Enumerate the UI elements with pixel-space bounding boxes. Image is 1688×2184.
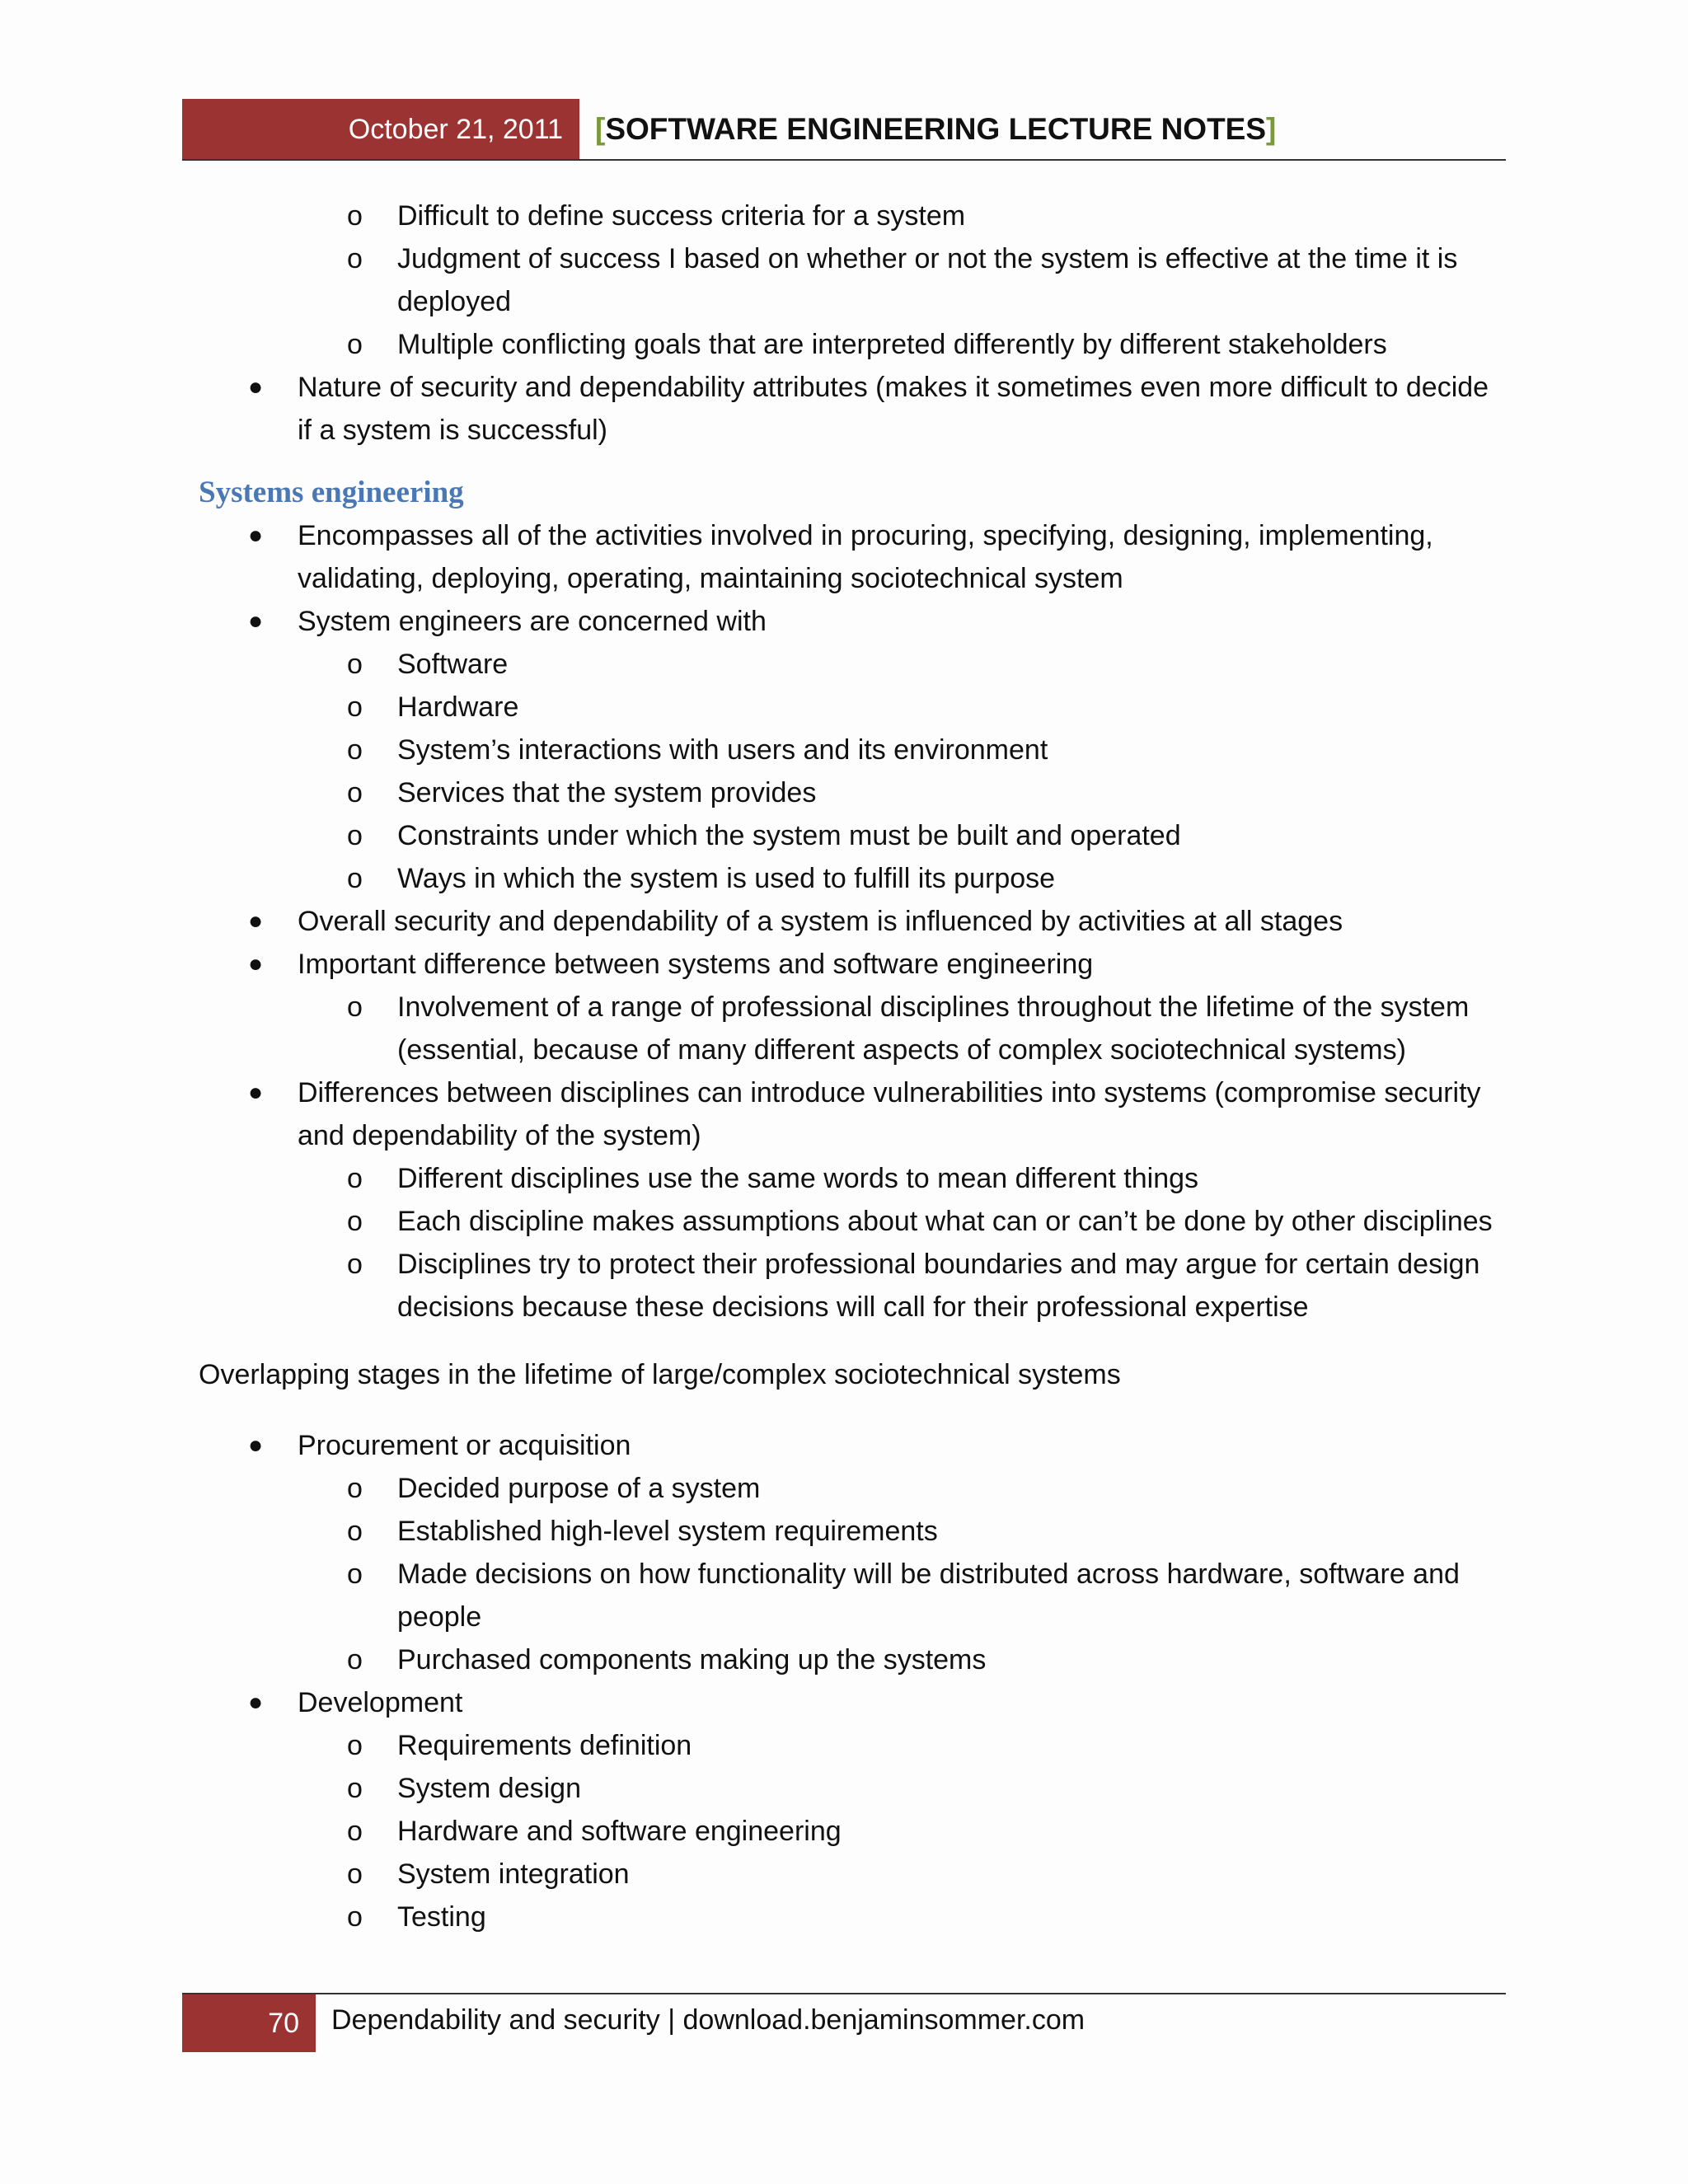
list-item-text: Requirements definition (397, 1730, 692, 1761)
systems-engineering-list (199, 514, 1509, 1329)
sub-list-item (199, 1243, 1509, 1329)
list-item-text: Procurement or acquisition (298, 1430, 631, 1461)
sub-list-item (199, 729, 1509, 771)
sub-list-item (199, 237, 1509, 323)
list-item (199, 600, 1509, 643)
list-item-text: Development (298, 1687, 463, 1718)
sub-list-item (199, 323, 1509, 366)
bullet-icon: ● (248, 950, 264, 977)
bullet-icon: ● (248, 607, 264, 635)
list-item-text: Made decisions on how functionality will be distributed across hardware, software and people (397, 1558, 1460, 1633)
list-item-text: Services that the system provides (397, 777, 817, 808)
list-item-text: Disciplines try to protect their professional boundaries and may argue for certain design decisions because these decisions will call for their professional expertise (397, 1249, 1480, 1323)
sub-list-item (199, 643, 1509, 686)
section-heading: Systems engineering (199, 476, 464, 509)
circle-bullet-icon: o (347, 1816, 363, 1847)
header-bracket-open: [ (595, 112, 606, 146)
sub-list-item (199, 1810, 1509, 1853)
list-item-text: Important difference between systems and software engineering (298, 949, 1094, 980)
header-rule (182, 159, 1506, 161)
circle-bullet-icon: o (347, 1901, 363, 1933)
list-item-text: Encompasses all of the activities involved in procuring, specifying, designing, implementing, validating, deploying, operating, maintaining sociotechnical system (298, 520, 1433, 594)
list-item (199, 1071, 1509, 1157)
page-content (199, 194, 1509, 1938)
sub-list-item (199, 1467, 1509, 1510)
bullet-icon: ● (248, 1689, 264, 1716)
circle-bullet-icon: o (347, 1558, 363, 1590)
list-item (199, 1424, 1509, 1467)
list-item (199, 514, 1509, 600)
overlapping-stages-paragraph: Overlapping stages in the lifetime of large/complex sociotechnical systems (199, 1359, 1121, 1390)
list-item-text: Differences between disciplines can introduce vulnerabilities into systems (compromise security and dependability of the system) (298, 1077, 1481, 1151)
circle-bullet-icon: o (347, 777, 363, 808)
list-item-text: Difficult to define success criteria for a system (397, 200, 966, 232)
sub-list-item (199, 1638, 1509, 1681)
bullet-icon: ● (248, 1432, 264, 1459)
circle-bullet-icon: o (347, 734, 363, 766)
sub-list-item (199, 771, 1509, 814)
sub-list-item (199, 1896, 1509, 1938)
list-item-text: Different disciplines use the same words to mean different things (397, 1163, 1199, 1194)
bullet-icon: ● (248, 1079, 264, 1106)
circle-bullet-icon: o (347, 1516, 363, 1547)
circle-bullet-icon: o (347, 820, 363, 851)
circle-bullet-icon: o (347, 991, 363, 1023)
sub-list-item (199, 986, 1509, 1071)
bullet-icon: ● (248, 373, 264, 401)
circle-bullet-icon: o (347, 649, 363, 680)
circle-bullet-icon: o (347, 1644, 363, 1675)
list-item-text: Hardware and software engineering (397, 1816, 842, 1847)
header-title (595, 112, 1276, 147)
list-item-text: Judgment of success I based on whether or not the system is effective at the time it is deployed (397, 243, 1458, 317)
list-item (199, 366, 1509, 452)
list-item (199, 1681, 1509, 1724)
sub-list-item (199, 1767, 1509, 1810)
list-item-text: Involvement of a range of professional disciplines throughout the lifetime of the system (essential, because of many different aspects of complex sociotechnical systems) (397, 991, 1470, 1066)
sub-list-item (199, 1510, 1509, 1553)
circle-bullet-icon: o (347, 1249, 363, 1280)
list-item-text: Software (397, 649, 509, 680)
list-item (199, 943, 1509, 986)
footer-text: Dependability and security | download.benjaminsommer.com (331, 2004, 1085, 2036)
sub-list-item (199, 686, 1509, 729)
header-date: October 21, 2011 (348, 113, 563, 145)
circle-bullet-icon: o (347, 243, 363, 274)
stages-list (199, 1424, 1509, 1938)
list-item-text: Multiple conflicting goals that are interpreted differently by different stakeholders (397, 329, 1387, 360)
bullet-icon: ● (248, 522, 264, 549)
sub-list-item (199, 814, 1509, 857)
sub-list-item (199, 1200, 1509, 1243)
list-item-text: Constraints under which the system must be built and operated (397, 820, 1181, 851)
circle-bullet-icon: o (347, 329, 363, 360)
list-item-text: Established high-level system requirements (397, 1516, 938, 1547)
sub-list-item (199, 857, 1509, 900)
header-date-bar (182, 99, 579, 160)
sub-list-item (199, 1724, 1509, 1767)
list-item-text: Decided purpose of a system (397, 1473, 761, 1504)
sub-list-item (199, 1157, 1509, 1200)
page-number: 70 (268, 2007, 299, 2039)
list-item-text: Overall security and dependability of a system is influenced by activities at all stages (298, 906, 1343, 937)
footer-page-bar (182, 1994, 316, 2052)
bullet-icon: ● (248, 907, 264, 935)
circle-bullet-icon: o (347, 1730, 363, 1761)
circle-bullet-icon: o (347, 691, 363, 723)
footer-rule (182, 1993, 1506, 1994)
circle-bullet-icon: o (347, 1473, 363, 1504)
circle-bullet-icon: o (347, 1206, 363, 1237)
circle-bullet-icon: o (347, 863, 363, 894)
circle-bullet-icon: o (347, 200, 363, 232)
list-item-text: System engineers are concerned with (298, 606, 767, 637)
sub-list-item (199, 1853, 1509, 1896)
circle-bullet-icon: o (347, 1163, 363, 1194)
list-item (199, 900, 1509, 943)
sub-list-item (199, 1553, 1509, 1638)
list-item-text: Purchased components making up the systems (397, 1644, 987, 1675)
list-item-text: System integration (397, 1858, 630, 1890)
sub-list-item (199, 194, 1509, 237)
header-bracket-close: ] (1266, 112, 1277, 146)
circle-bullet-icon: o (347, 1858, 363, 1890)
circle-bullet-icon: o (347, 1773, 363, 1804)
list-item-text: Nature of security and dependability attributes (makes it sometimes even more difficult to decide if a system is successful) (298, 372, 1489, 446)
list-item-text: System design (397, 1773, 581, 1804)
list-item-text: Testing (397, 1901, 486, 1933)
header-title-text: SOFTWARE ENGINEERING LECTURE NOTES (605, 112, 1267, 146)
list-item-text: Ways in which the system is used to fulfill its purpose (397, 863, 1056, 894)
top-list (199, 194, 1509, 452)
list-item-text: Each discipline makes assumptions about what can or can’t be done by other disciplines (397, 1206, 1493, 1237)
list-item-text: Hardware (397, 691, 519, 723)
list-item-text: System’s interactions with users and its environment (397, 734, 1048, 766)
